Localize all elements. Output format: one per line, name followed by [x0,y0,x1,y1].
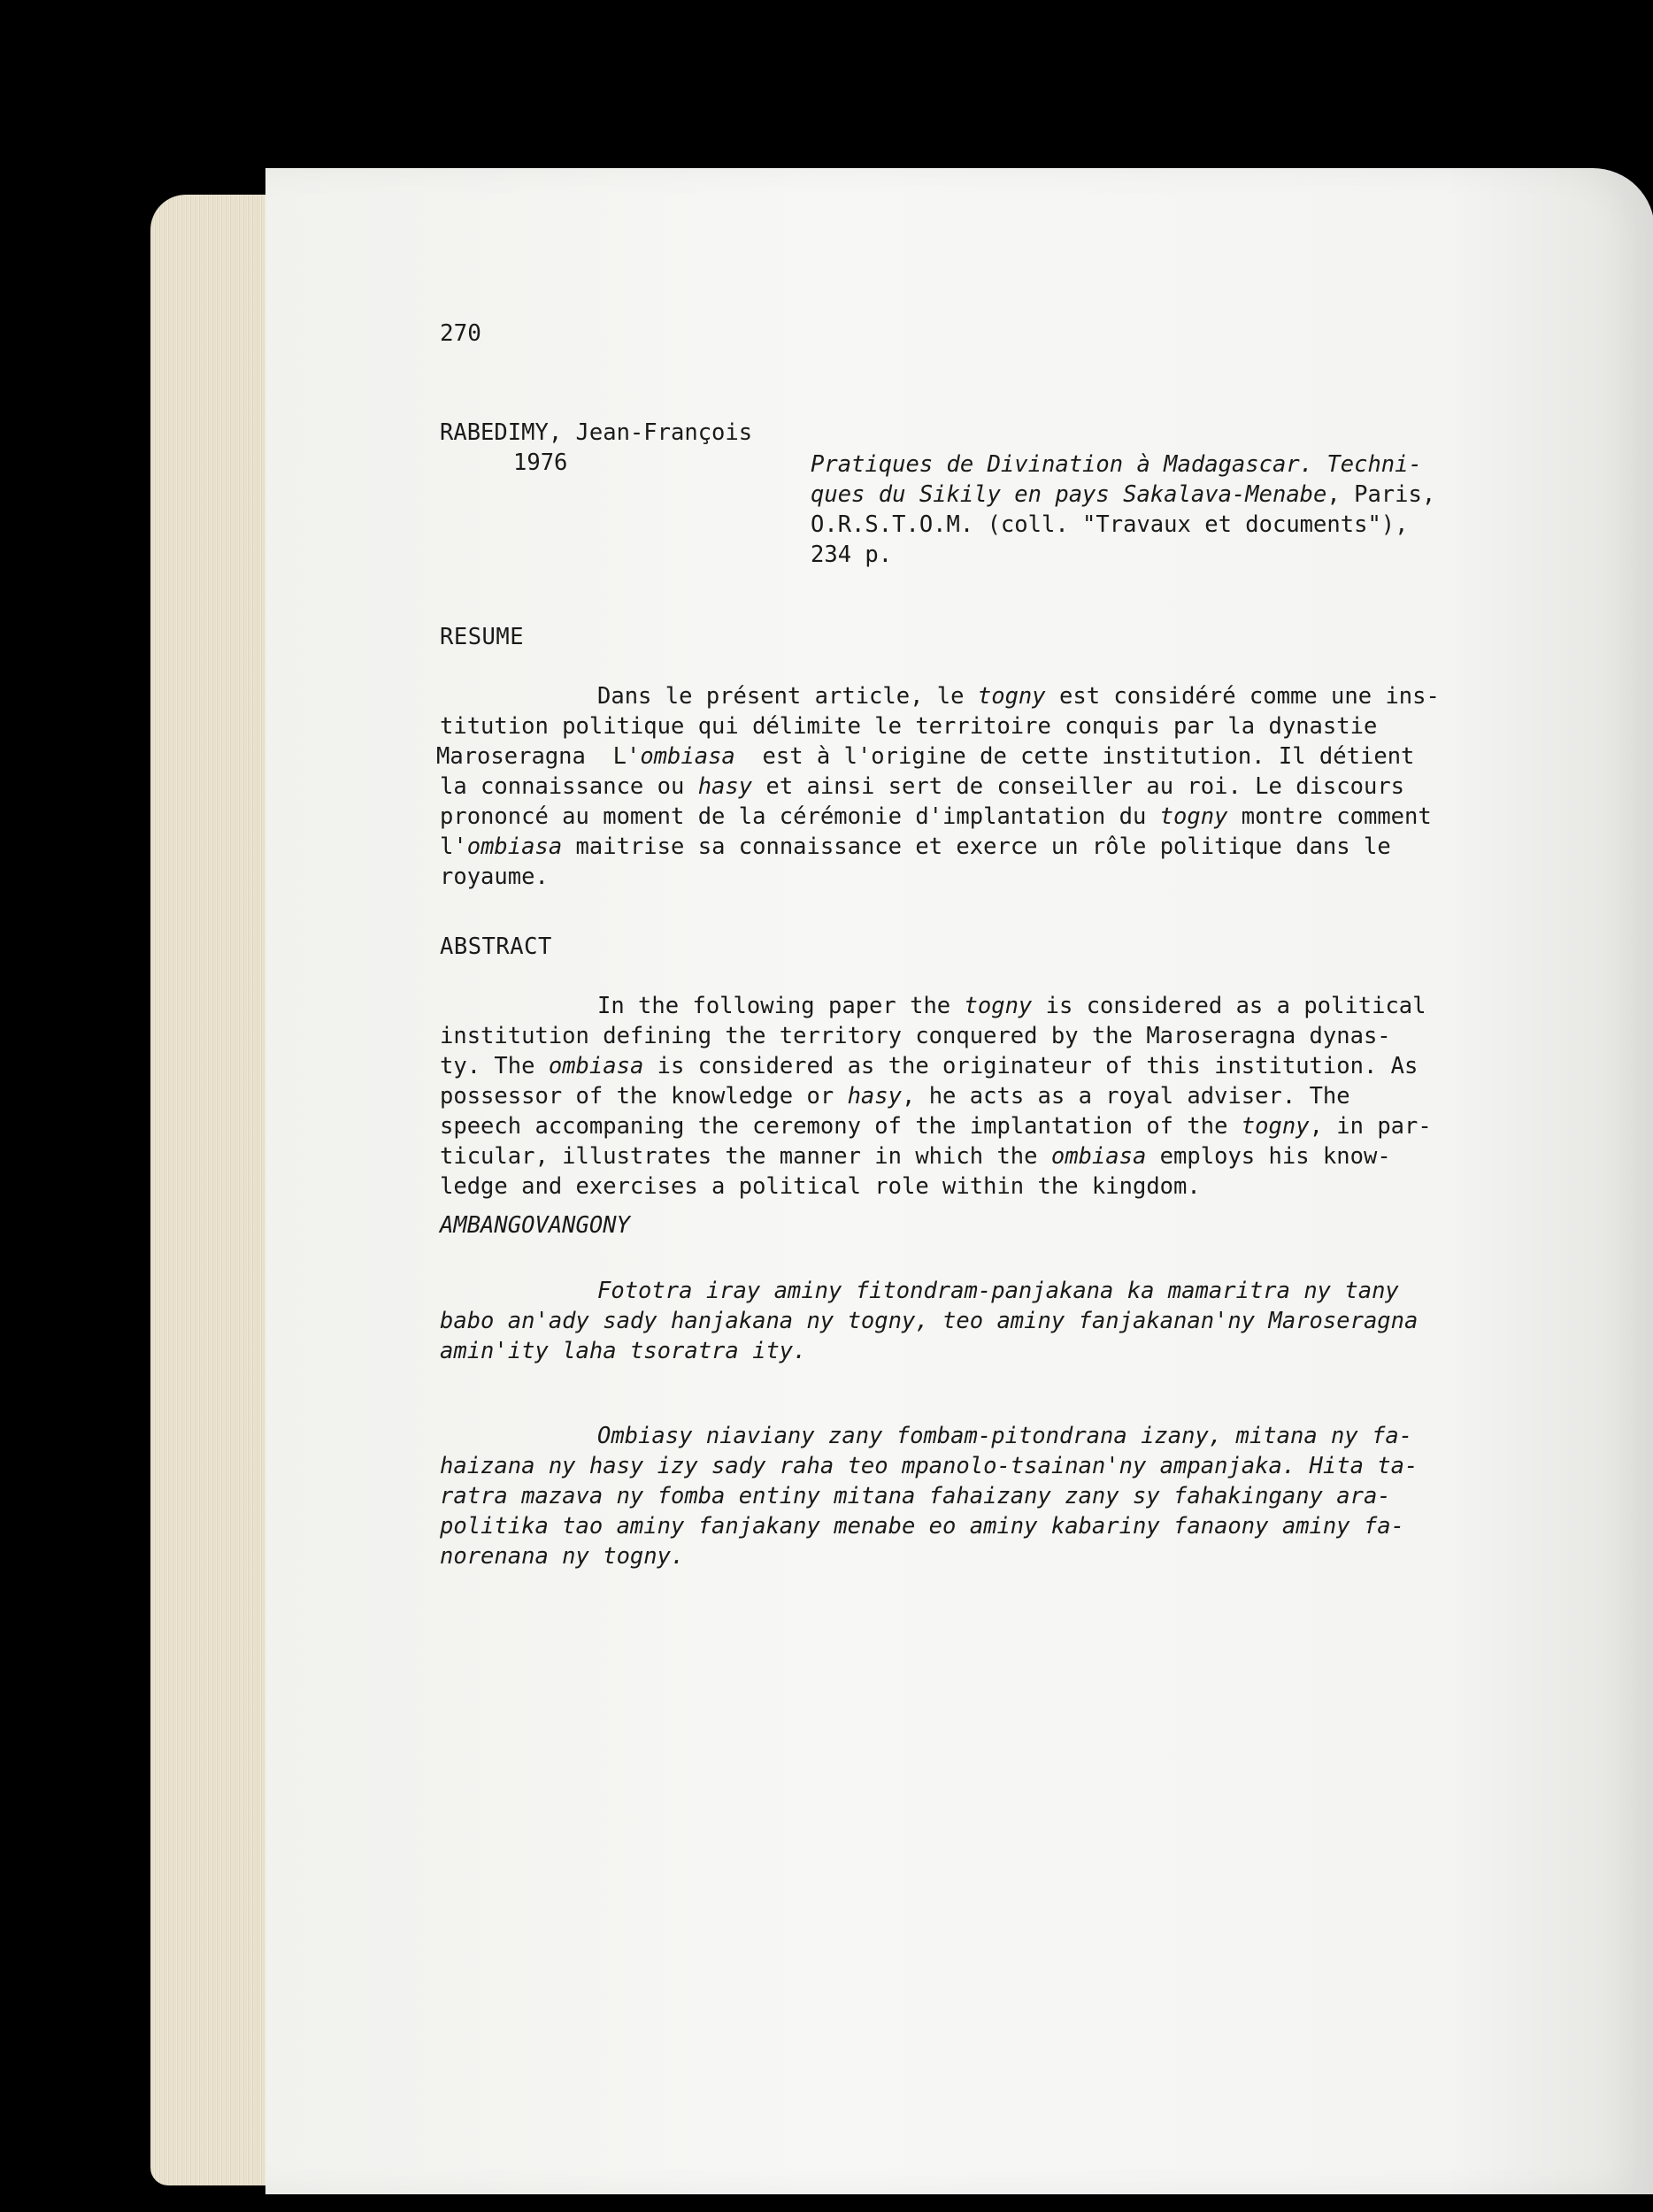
ambango-heading: AMBANGOVANGONY [440,1212,630,1239]
resume-line-6: l'ombiasa maitrise sa connaissance et exerce un rôle politique dans le [440,833,1391,860]
resume-line-3: Maroseragna L'ombiasa est à l'origine de cette institution. Il détient [436,743,1415,770]
ambango-p2-line-3: ratra mazava ny fomba entiny mitana fahaizany zany sy fahakingany ara- [440,1483,1391,1509]
ambango-p2-line-5: norenana ny togny. [440,1543,685,1570]
resume-dynasty-name: Maroseragna [436,743,586,770]
resume-heading: RESUME [440,624,525,650]
abstract-paragraph [440,991,1484,1202]
reference-citation [811,449,1483,570]
ambango-p1-line-3: amin'ity laha tsoratra ity. [440,1338,807,1364]
reference-publisher: O.R.S.T.O.M. (coll. "Travaux et documents"), [811,511,1409,538]
reference-title-1: Pratiques de Divination à Madagascar. Techni- [811,451,1422,478]
ambango-p2-line-4: politika tao aminy fanjakany menabe eo aminy kabariny fanaony aminy fa- [440,1513,1405,1540]
resume-line-4: la connaissance ou hasy et ainsi sert de conseiller au roi. Le discours [440,773,1405,800]
reference-pages: 234 p. [811,541,893,568]
abstract-line-6: ticular, illustrates the manner in which the ombiasa employs his know- [440,1143,1391,1170]
abstract-heading: ABSTRACT [440,933,552,960]
abstract-line-5: speech accompaning the ceremony of the implantation of the togny, in par- [440,1113,1432,1140]
term: togny [977,683,1046,710]
resume-line-5: prononcé au moment de la cérémonie d'implantation du togny montre comment [440,803,1432,830]
reference-author: RABEDIMY, Jean-François [440,419,753,446]
abstract-line-2: institution defining the territory conquered by the Maroseragna dynas- [440,1023,1391,1049]
ambango-p1-line-1: Fototra iray aminy fitondram-panjakana ka mamaritra ny tany [597,1278,1399,1304]
ambango-paragraph-1 [440,1276,1484,1366]
abstract-line-3: ty. The ombiasa is considered as the originateur of this institution. As [440,1053,1419,1079]
page-number: 270 [440,320,481,347]
abstract-line-7: ledge and exercises a political role within the kingdom. [440,1173,1201,1200]
abstract-line-1: In the following paper the togny is considered as a political [597,993,1426,1019]
resume-line-7: royaume. [440,864,549,890]
ambango-p2-line-1: Ombiasy niaviany zany fombam-pitondrana izany, mitana ny fa- [597,1423,1413,1449]
resume-line-2: titution politique qui délimite le territoire conquis par la dynastie [440,713,1378,740]
resume-line-1: Dans le présent article, le togny est considéré comme une ins- [597,683,1440,710]
resume-paragraph [436,681,1484,892]
reference-year: 1976 [513,449,568,476]
abstract-line-4: possessor of the knowledge or hasy, he acts as a royal adviser. The [440,1083,1350,1110]
ambango-p2-line-2: haizana ny hasy izy sady raha teo mpanolo-tsainan'ny ampanjaka. Hita ta- [440,1453,1419,1479]
reference-place: , Paris, [1326,481,1436,508]
reference-title-2: ques du Sikily en pays Sakalava-Menabe [811,481,1327,508]
ambango-paragraph-2 [440,1421,1484,1571]
ambango-p1-line-2: babo an'ady sady hanjakana ny togny, teo aminy fanjakanan'ny Maroseragna [440,1308,1419,1334]
